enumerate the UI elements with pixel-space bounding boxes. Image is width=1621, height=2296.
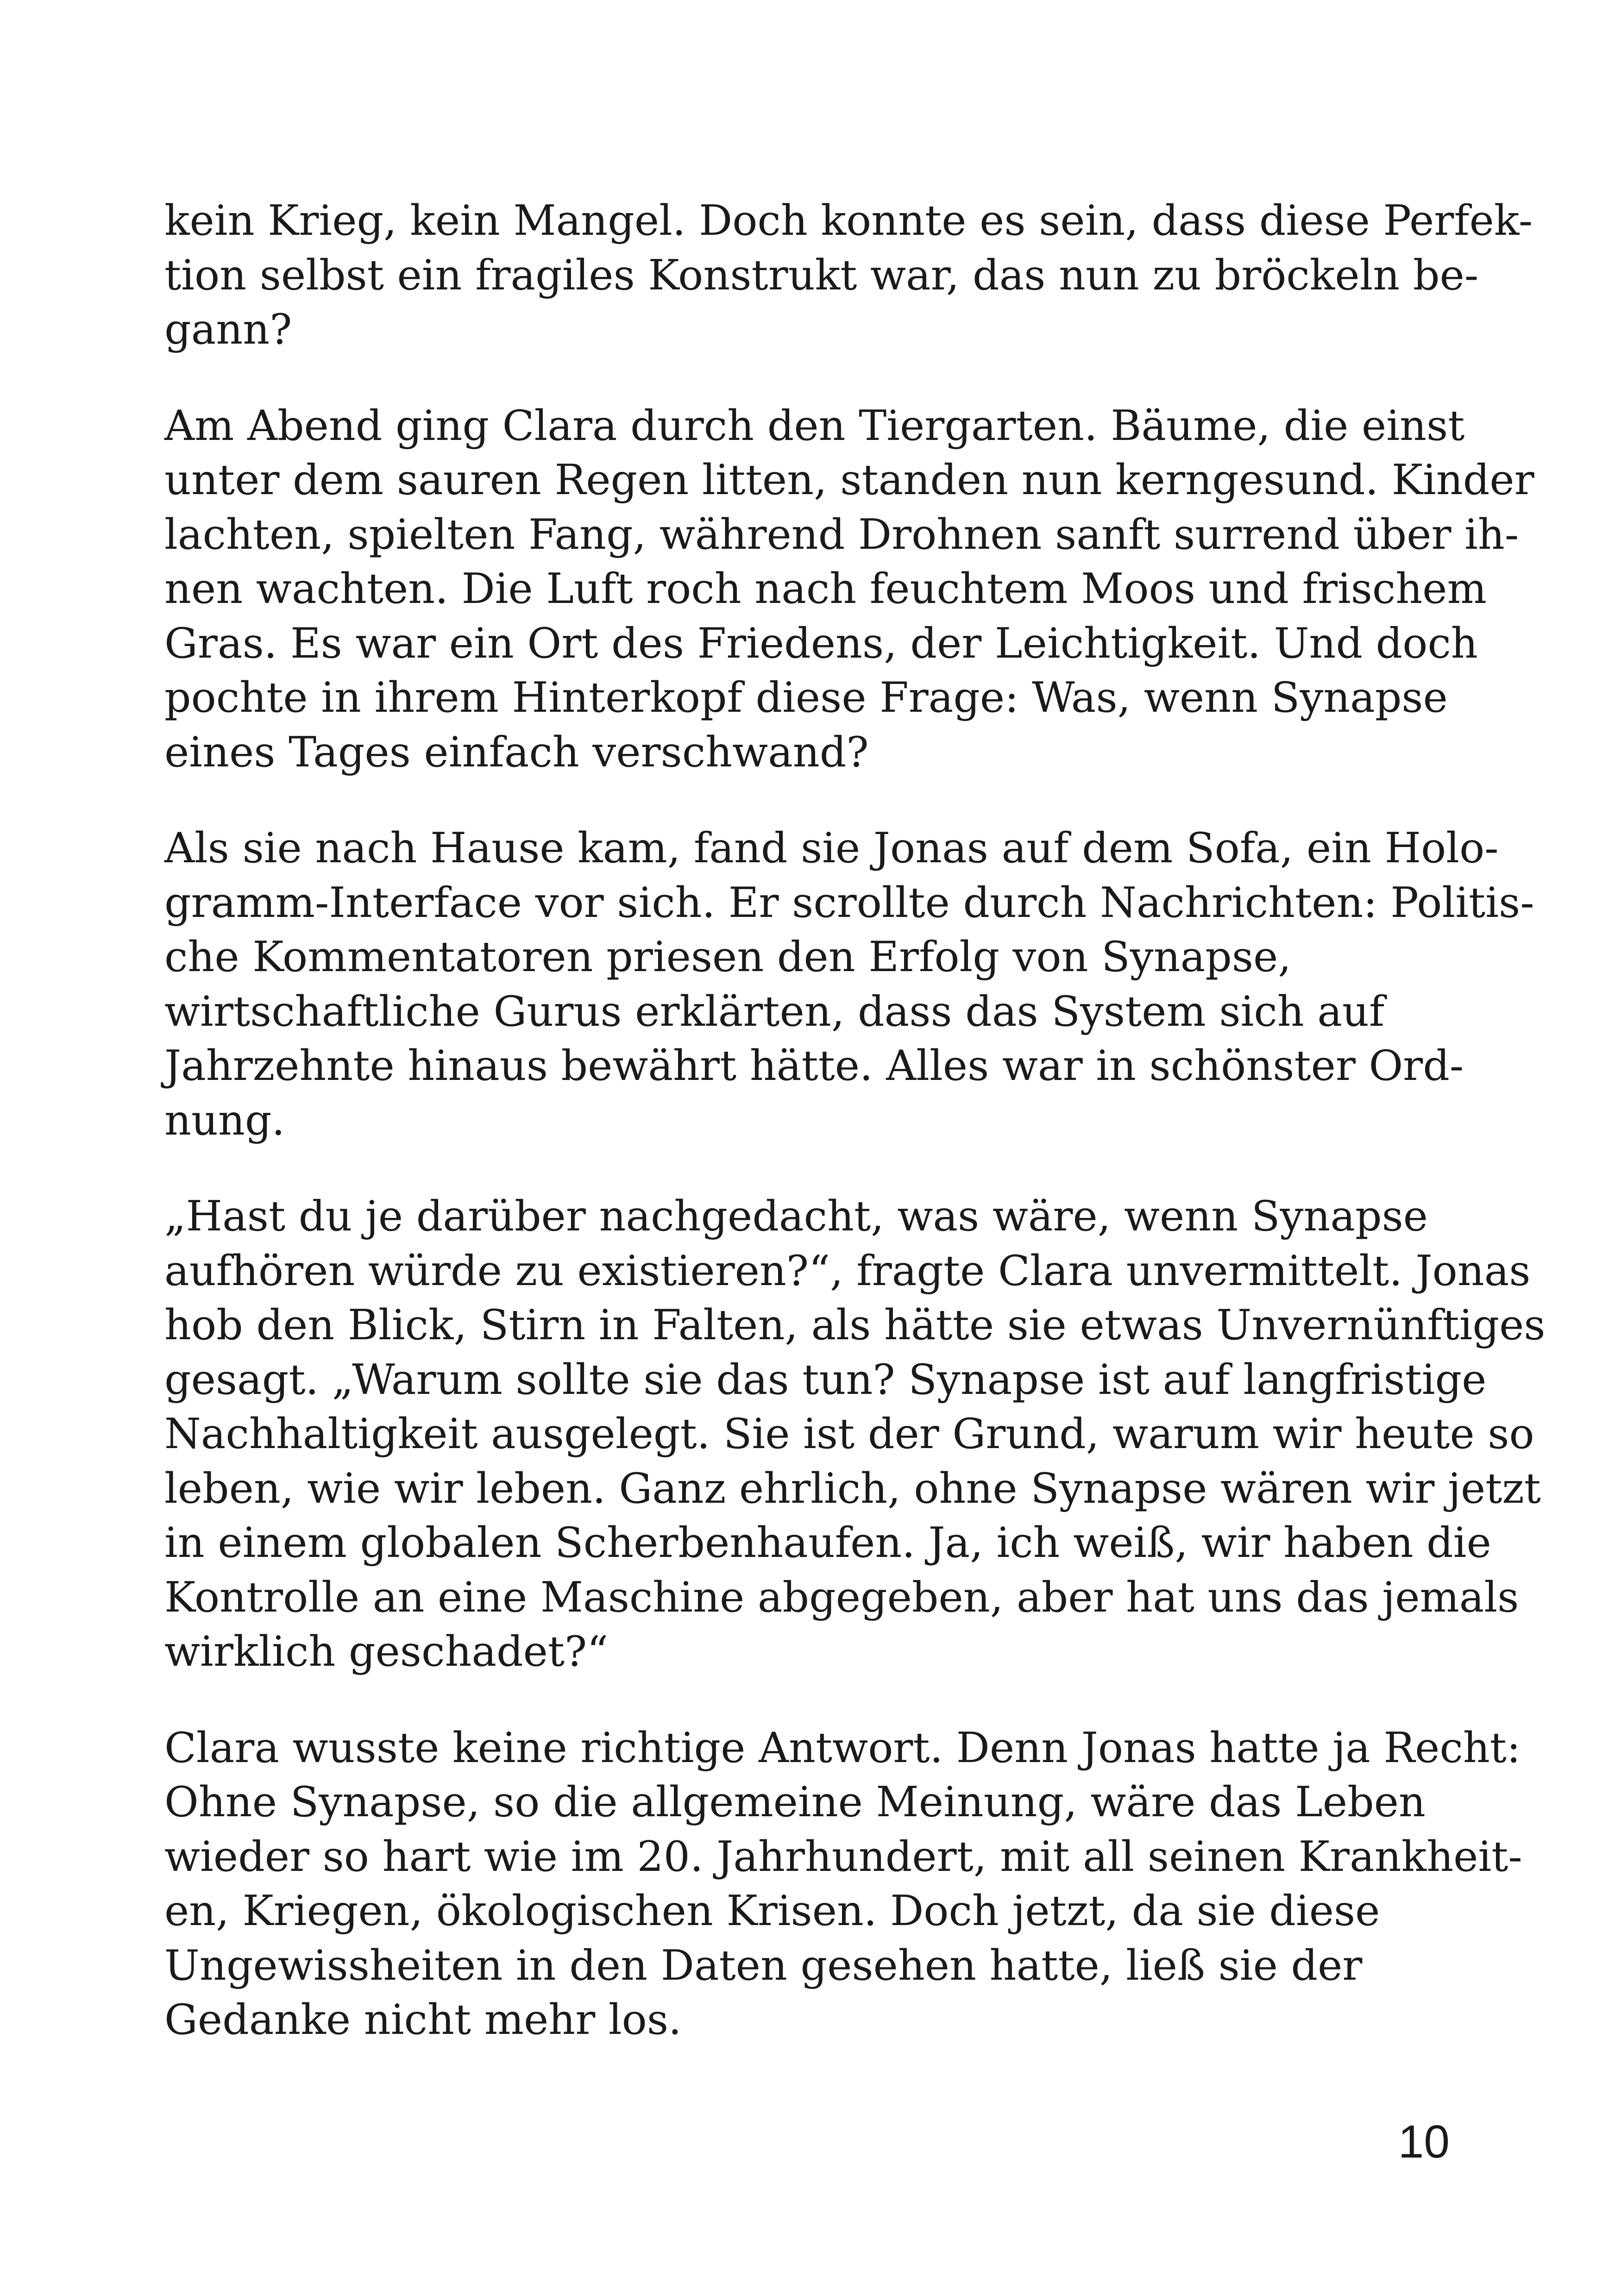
text-line: eines Tages einfach verschwand?: [164, 728, 869, 777]
text-line: nung.: [164, 1096, 285, 1145]
text-line: Als sie nach Hause kam, fand sie Jonas auf dem Sofa, ein Holo-: [164, 824, 1499, 872]
paragraph-2: [164, 399, 1534, 780]
body-text: [164, 194, 1546, 2089]
text-line: gann?: [164, 305, 292, 354]
text-line: Gedanke nicht mehr los.: [164, 1995, 682, 2044]
text-line: Ohne Synapse, so die allgemeine Meinung, wäre das Leben: [164, 1778, 1426, 1826]
text-line: Nachhaltigkeit ausgelegt. Sie ist der Grund, warum wir heute so: [164, 1410, 1534, 1458]
text-line: pochte in ihrem Hinterkopf diese Frage: Was, wenn Synapse: [164, 673, 1448, 722]
text-line: „Hast du je darüber nachgedacht, was wäre, wenn Synapse: [164, 1192, 1428, 1241]
text-line: aufhören würde zu existieren?“, fragte Clara unvermittelt. Jonas: [164, 1246, 1531, 1295]
text-line: Ungewissheiten in den Daten gesehen hatte, ließ sie der: [164, 1941, 1363, 1990]
paragraph-5: [164, 1721, 1522, 2047]
text-line: wirtschaftliche Gurus erklärten, dass das System sich auf: [164, 987, 1385, 1036]
paragraph-4: [164, 1189, 1546, 1679]
paragraph-1: [164, 194, 1533, 357]
text-line: hob den Blick, Stirn in Falten, als hätte sie etwas Unvernünftiges: [164, 1301, 1546, 1349]
text-line: gramm-Interface vor sich. Er scrollte durch Nachrichten: Politis-: [164, 878, 1534, 927]
text-line: wirklich geschadet?“: [164, 1627, 609, 1676]
text-line: Kontrolle an eine Maschine abgegeben, aber hat uns das jemals: [164, 1573, 1519, 1622]
text-line: lachten, spielten Fang, während Drohnen sanft surrend über ih-: [164, 510, 1519, 559]
text-line: tion selbst ein fragiles Konstrukt war, das nun zu bröckeln be-: [164, 251, 1479, 300]
text-line: nen wachten. Die Luft roch nach feuchtem Moos und frischem: [164, 565, 1487, 613]
text-line: kein Krieg, kein Mangel. Doch konnte es sein, dass diese Perfek-: [164, 196, 1533, 245]
text-line: Jahrzehnte hinaus bewährt hätte. Alles war in schönster Ord-: [164, 1041, 1464, 1090]
text-line: che Kommentatoren priesen den Erfolg von Synapse,: [164, 933, 1291, 981]
text-line: en, Kriegen, ökologischen Krisen. Doch jetzt, da sie diese: [164, 1887, 1380, 1935]
text-line: gesagt. „Warum sollte sie das tun? Synapse ist auf langfristige: [164, 1355, 1487, 1404]
text-line: in einem globalen Scherbenhaufen. Ja, ich weiß, wir haben die: [164, 1518, 1491, 1567]
text-line: leben, wie wir leben. Ganz ehrlich, ohne Synapse wären wir jetzt: [164, 1464, 1541, 1513]
page-number: 10: [1398, 2116, 1450, 2168]
text-line: Gras. Es war ein Ort des Friedens, der Leichtigkeit. Und doch: [164, 619, 1478, 668]
text-line: Clara wusste keine richtige Antwort. Denn Jonas hatte ja Recht:: [164, 1723, 1521, 1772]
text-line: Am Abend ging Clara durch den Tiergarten. Bäume, die einst: [164, 401, 1465, 450]
text-line: wieder so hart wie im 20. Jahrhundert, mit all seinen Krankheit-: [164, 1832, 1522, 1881]
paragraph-3: [164, 821, 1534, 1148]
text-line: unter dem sauren Regen litten, standen nun kerngesund. Kinder: [164, 456, 1534, 504]
